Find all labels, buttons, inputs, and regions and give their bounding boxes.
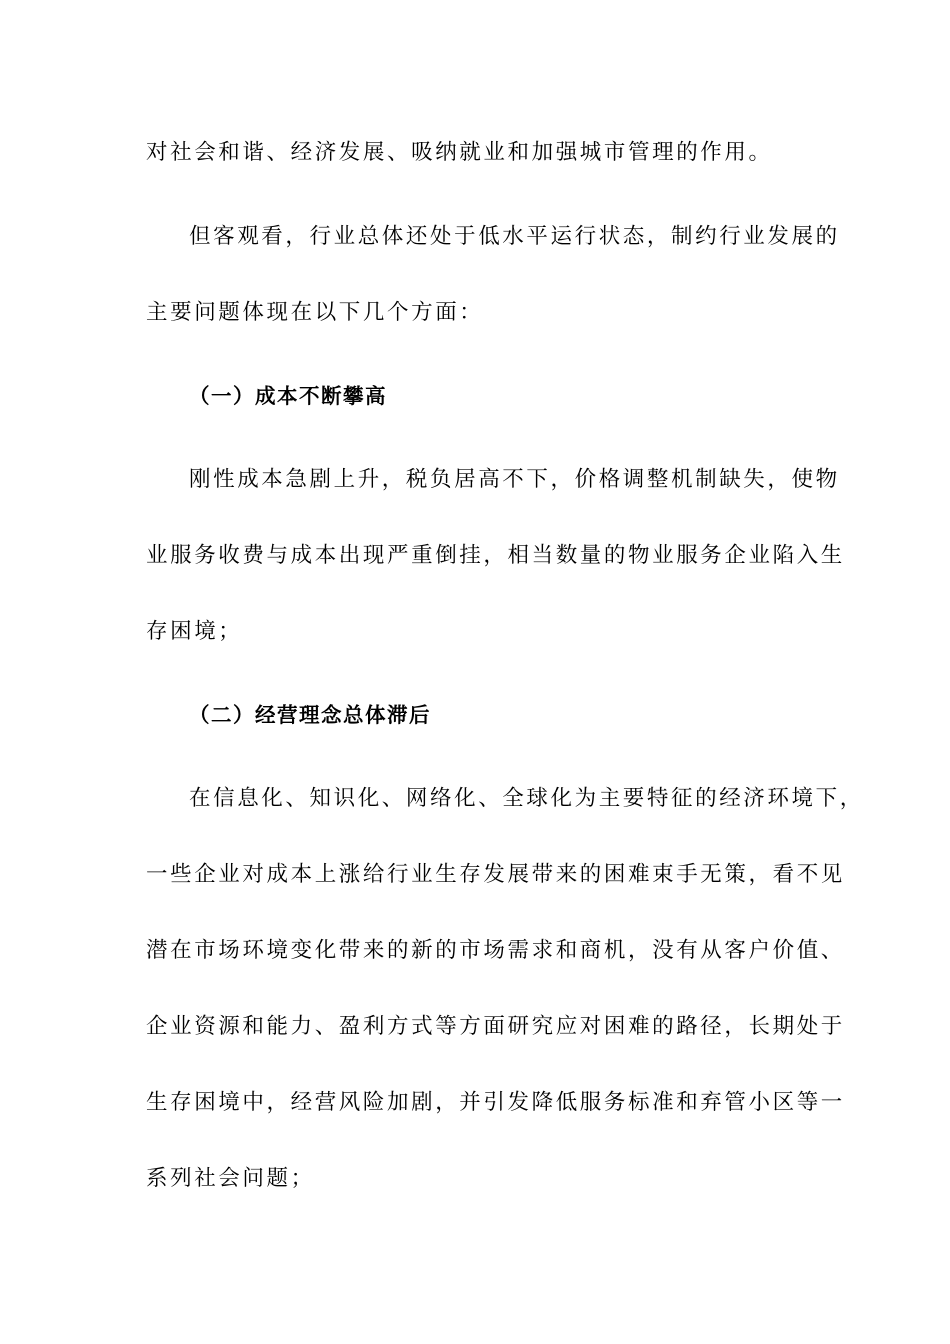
- paragraph-line: 主要问题体现在以下几个方面：: [146, 300, 484, 325]
- section-heading-1: （一）成本不断攀高: [189, 384, 387, 408]
- paragraph-line: 企业资源和能力、盈利方式等方面研究应对困难的路径，长期处于: [146, 1014, 845, 1039]
- paragraph-line: 存困境；: [146, 619, 243, 644]
- paragraph-line: 系列社会问题；: [146, 1166, 315, 1191]
- paragraph-line: 刚性成本急剧上升，税负居高不下，价格调整机制缺失，使物: [189, 467, 840, 492]
- paragraph-line: 生存困境中，经营风险加剧，并引发降低服务标准和弃管小区等一: [146, 1090, 845, 1115]
- paragraph-line: 潜在市场环境变化带来的新的市场需求和商机，没有从客户价值、: [146, 938, 845, 963]
- paragraph-line: 对社会和谐、经济发展、吸纳就业和加强城市管理的作用。: [146, 140, 773, 165]
- section-heading-2: （二）经营理念总体滞后: [189, 703, 431, 727]
- paragraph-line: 但客观看，行业总体还处于低水平运行状态，制约行业发展的: [189, 224, 840, 249]
- paragraph-line: 业服务收费与成本出现严重倒挂，相当数量的物业服务企业陷入生: [146, 543, 845, 568]
- paragraph-line: 一些企业对成本上涨给行业生存发展带来的困难束手无策，看不见: [146, 862, 845, 887]
- paragraph-line: 在信息化、知识化、网络化、全球化为主要特征的经济环境下，: [189, 786, 864, 811]
